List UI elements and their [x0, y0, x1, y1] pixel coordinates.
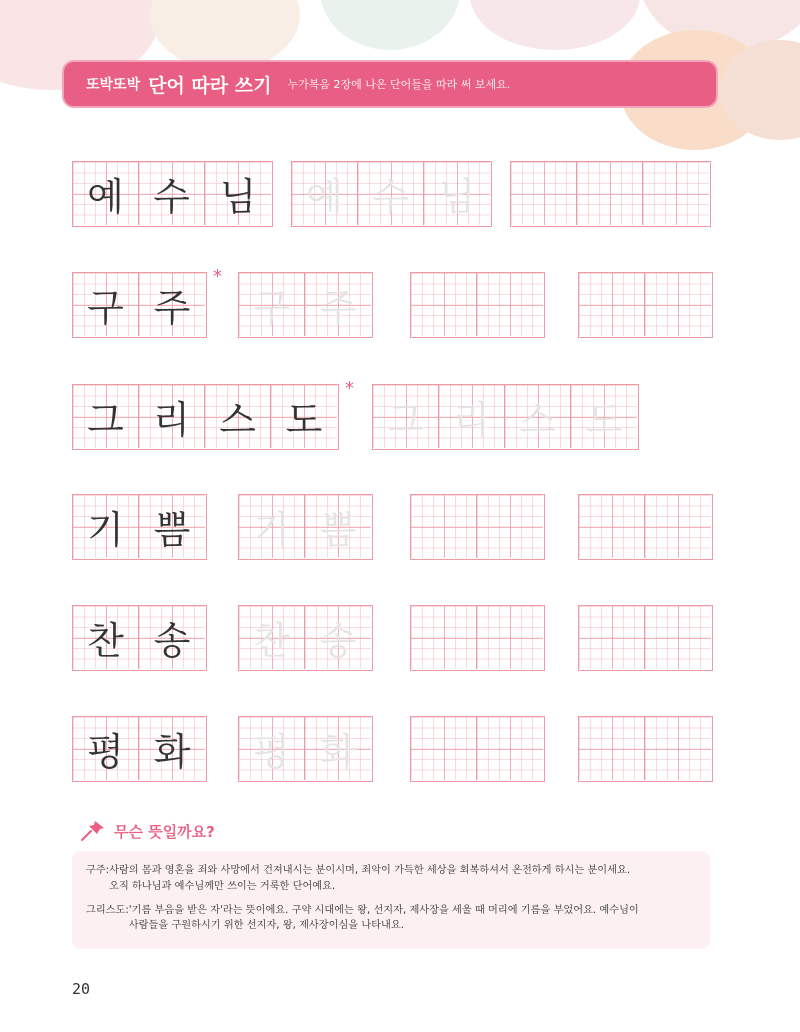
writing-cell[interactable]: [411, 273, 477, 336]
trace-syllable: 주: [319, 286, 357, 330]
writing-cell: [139, 162, 205, 225]
model-syllable: 쁨: [153, 508, 191, 552]
writing-cell: [73, 162, 139, 225]
writing-cell[interactable]: [645, 717, 711, 780]
trace-syllable: 송: [319, 619, 357, 663]
trace-syllable: 평: [253, 730, 290, 774]
writing-cell[interactable]: [643, 162, 709, 225]
definition-item: [86, 863, 696, 895]
writing-cell: [205, 162, 271, 225]
model-word-box: [72, 384, 339, 450]
writing-cell[interactable]: [439, 385, 505, 448]
asterisk-mark: *: [213, 266, 222, 287]
trace-syllable: 리: [453, 398, 490, 442]
model-syllable: 송: [153, 619, 191, 663]
trace-word-box[interactable]: [238, 716, 373, 782]
writing-cell[interactable]: [579, 273, 645, 336]
trace-syllable: 스: [519, 398, 556, 442]
writing-cell[interactable]: [477, 495, 543, 558]
writing-cell[interactable]: [645, 495, 711, 558]
model-syllable: 찬: [87, 619, 124, 663]
meaning-heading-text: 무슨 뜻일까요?: [114, 822, 215, 841]
instruction-text: 누가복음 2장에 나온 단어들을 따라 써 보세요.: [287, 78, 511, 91]
writing-cell: [73, 495, 139, 558]
trace-syllable: 님: [438, 175, 476, 219]
definition-line: 사람들을 구원하시기 위한 선지자, 왕, 제사장이심을 나타내요.: [128, 920, 404, 932]
trace-word-box[interactable]: [372, 384, 639, 450]
trace-syllable: 예: [306, 175, 343, 219]
trace-word-box[interactable]: [238, 272, 373, 338]
asterisk-mark: *: [345, 378, 354, 399]
writing-cell[interactable]: [577, 162, 643, 225]
writing-cell: [73, 606, 139, 669]
writing-cell[interactable]: [424, 162, 490, 225]
blank-word-box[interactable]: [578, 494, 713, 560]
writing-cell[interactable]: [305, 717, 371, 780]
writing-cell: [139, 606, 205, 669]
definition-term: 구주:: [86, 865, 110, 876]
decor-blob: [470, 0, 640, 50]
writing-cell[interactable]: [411, 606, 477, 669]
blank-word-box[interactable]: [410, 272, 545, 338]
model-syllable: 님: [219, 175, 257, 219]
writing-cell: [271, 385, 337, 448]
writing-cell: [73, 273, 139, 336]
decor-blob: [320, 0, 460, 50]
trace-syllable: 화: [319, 730, 357, 774]
trace-word-box[interactable]: [238, 605, 373, 671]
writing-cell[interactable]: [645, 273, 711, 336]
writing-cell: [73, 385, 139, 448]
page-number: 20: [72, 980, 91, 998]
trace-syllable: 찬: [253, 619, 290, 663]
writing-cell: [139, 273, 205, 336]
blank-word-box[interactable]: [410, 716, 545, 782]
definition-line: 사람의 몸과 영혼을 죄와 사망에서 건져내시는 분이시며, 죄악이 가득한 세상을 회복하셔서 온전하게 하시는 분이세요.: [109, 865, 631, 876]
writing-cell: [139, 717, 205, 780]
writing-cell[interactable]: [411, 495, 477, 558]
meaning-heading: [80, 820, 215, 842]
model-syllable: 주: [153, 286, 191, 330]
writing-cell[interactable]: [239, 717, 305, 780]
writing-cell[interactable]: [579, 717, 645, 780]
writing-cell[interactable]: [239, 273, 305, 336]
model-word-box: [72, 494, 207, 560]
trace-word-box[interactable]: [291, 161, 492, 227]
writing-cell[interactable]: [477, 606, 543, 669]
title-small: 또박또박: [86, 77, 141, 93]
model-word-box: [72, 605, 207, 671]
trace-syllable: 도: [585, 398, 623, 442]
model-syllable: 예: [87, 175, 124, 219]
page-title: 단어 따라 쓰기: [148, 74, 272, 97]
trace-syllable: 수: [372, 175, 409, 219]
writing-cell[interactable]: [477, 273, 543, 336]
header-banner: [62, 60, 718, 108]
definition-line: '기름 부음을 받은 자'라는 뜻이에요. 구약 시대에는 왕, 선지자, 제사장을 세울 때 머리에 기름을 부었어요. 예수님이: [128, 904, 639, 916]
model-syllable: 평: [87, 730, 124, 774]
meaning-box: [72, 851, 710, 949]
writing-cell[interactable]: [239, 606, 305, 669]
writing-cell[interactable]: [477, 717, 543, 780]
model-syllable: 구: [87, 286, 124, 330]
definition-item: [86, 903, 696, 935]
writing-cell[interactable]: [292, 162, 358, 225]
writing-cell[interactable]: [411, 717, 477, 780]
model-syllable: 스: [219, 398, 256, 442]
writing-cell[interactable]: [305, 273, 371, 336]
model-syllable: 수: [153, 175, 190, 219]
writing-cell: [139, 495, 205, 558]
blank-word-box[interactable]: [410, 494, 545, 560]
blank-word-box[interactable]: [578, 605, 713, 671]
pushpin-icon: [80, 820, 106, 842]
writing-cell[interactable]: [239, 495, 305, 558]
model-syllable: 리: [153, 398, 190, 442]
model-syllable: 그: [87, 398, 124, 442]
blank-word-box[interactable]: [410, 605, 545, 671]
blank-word-box[interactable]: [578, 716, 713, 782]
definition-term: 그리스도:: [86, 904, 129, 916]
writing-cell[interactable]: [358, 162, 424, 225]
trace-syllable: 쁨: [319, 508, 357, 552]
writing-cell[interactable]: [571, 385, 637, 448]
writing-cell: [205, 385, 271, 448]
writing-cell[interactable]: [505, 385, 571, 448]
trace-syllable: 구: [253, 286, 290, 330]
model-syllable: 기: [87, 508, 124, 552]
writing-cell[interactable]: [305, 606, 371, 669]
writing-cell: [139, 385, 205, 448]
trace-syllable: 그: [387, 398, 424, 442]
model-word-box: [72, 272, 207, 338]
blank-word-box[interactable]: [578, 272, 713, 338]
writing-cell[interactable]: [305, 495, 371, 558]
writing-cell[interactable]: [373, 385, 439, 448]
definition-line: 오직 하나님과 예수님께만 쓰이는 거룩한 단어예요.: [109, 880, 336, 892]
writing-cell[interactable]: [645, 606, 711, 669]
trace-word-box[interactable]: [238, 494, 373, 560]
writing-cell[interactable]: [511, 162, 577, 225]
model-word-box: [72, 161, 273, 227]
writing-cell[interactable]: [579, 606, 645, 669]
trace-syllable: 기: [253, 508, 290, 552]
model-syllable: 화: [153, 730, 191, 774]
model-syllable: 도: [285, 398, 323, 442]
writing-cell[interactable]: [579, 495, 645, 558]
writing-cell: [73, 717, 139, 780]
model-word-box: [72, 716, 207, 782]
blank-word-box[interactable]: [510, 161, 711, 227]
